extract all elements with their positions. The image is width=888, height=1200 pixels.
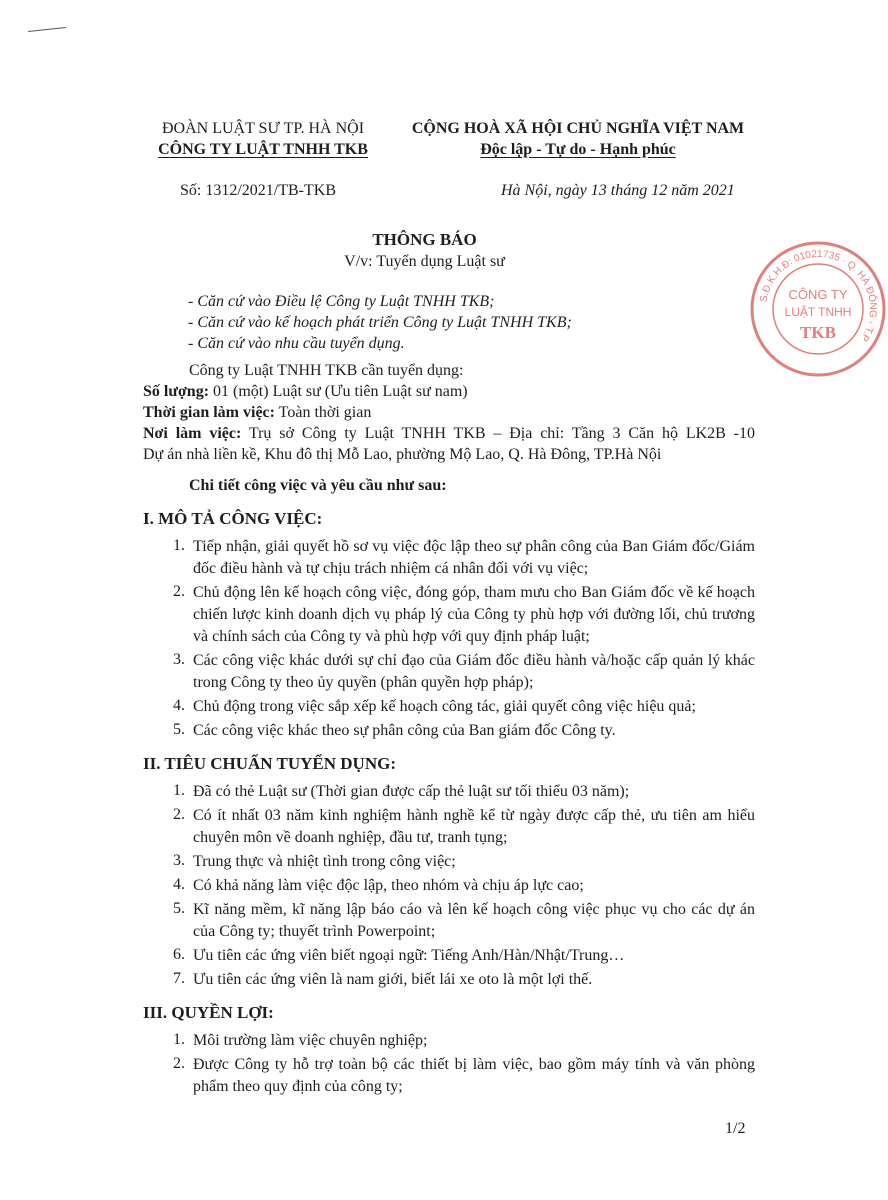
list-item: 7. Ưu tiên các ứng viên là nam giới, biết lái xe oto là một lợi thế. (173, 970, 593, 988)
benefits-list (143, 1030, 755, 1098)
company-name: CÔNG TY LUẬT TNHH TKB (158, 140, 368, 158)
list-item: 3. Các công việc khác dưới sự chỉ đạo của Giám đốc điều hành và/hoặc cấp quản lý khác trong Công ty theo ủy quyền (phân quyền hợp pháp); (173, 651, 755, 691)
document-number: Số: 1312/2021/TB-TKB (180, 182, 337, 199)
stamp-line-1: CÔNG TY (788, 287, 848, 302)
list-item: 6. Ưu tiên các ứng viên biết ngoại ngữ: Tiếng Anh/Hàn/Nhật/Trung… (173, 946, 625, 964)
bar-association-name: ĐOÀN LUẬT SƯ TP. HÀ NỘI (161, 120, 365, 137)
working-time-row (143, 403, 755, 424)
working-time-label: Thời gian làm việc: (143, 404, 275, 421)
basis-item: - Căn cứ vào nhu cầu tuyển dụng. (188, 335, 405, 352)
organization-header (148, 119, 378, 161)
list-item: 2. Chủ động lên kế hoạch công việc, đóng góp, tham mưu cho Ban Giám đốc về kế hoạch chiến lược kinh doanh dịch vụ pháp lý của Công ty phù hợp với đường lối, chủ trương và chính sách của Công ty và phù hợp với quy định pháp luật; (173, 583, 755, 645)
page-subtitle: V/v: Tuyển dụng Luật sư (344, 253, 505, 270)
scan-mark (28, 27, 66, 32)
section-heading-requirements: II. TIÊU CHUẨN TUYỂN DỤNG: (143, 754, 396, 773)
basis-item: - Căn cứ vào kế hoạch phát triển Công ty Luật TNHH TKB; (188, 314, 572, 331)
details-heading: Chi tiết công việc và yêu cầu như sau: (189, 477, 447, 494)
list-item: 5. Kĩ năng mềm, kĩ năng lập báo cáo và lên kế hoạch công việc phục vụ cho các dự án của Công ty; thuyết trình Powerpoint; (173, 900, 755, 940)
workplace-label: Nơi làm việc: (143, 425, 242, 442)
national-title: CỘNG HOÀ XÃ HỘI CHỦ NGHĨA VIỆT NAM (411, 120, 745, 137)
quantity-value: 01 (một) Luật sư (Ưu tiên Luật sư nam) (209, 383, 468, 400)
section-heading-benefits: III. QUYỀN LỢI: (143, 1003, 274, 1022)
list-item: 3. Trung thực và nhiệt tình trong công việc; (173, 852, 456, 870)
stamp-line-3: TKB (800, 323, 836, 342)
document-body (143, 292, 755, 1100)
section-heading-job-description: I. MÔ TẢ CÔNG VIỆC: (143, 509, 323, 528)
list-item: 1. Môi trường làm việc chuyên nghiệp; (173, 1031, 428, 1049)
page-number: 1/2 (725, 1120, 746, 1137)
list-item: 2. Được Công ty hỗ trợ toàn bộ các thiết bị làm việc, bao gồm máy tính và văn phòng phẩm theo quy định của công ty; (173, 1055, 755, 1095)
intro-text: Công ty Luật TNHH TKB cần tuyển dụng: (189, 362, 464, 379)
list-item: 1. Tiếp nhận, giải quyết hồ sơ vụ việc độc lập theo sự phân công của Ban Giám đốc/Giám đốc điều hành và tự chịu trách nhiệm cá nhân đối với vụ việc; (173, 537, 755, 577)
workplace-address-line: Dự án nhà liền kề, Khu đô thị Mỗ Lao, phường Mộ Lao, Q. Hà Đông, TP.Hà Nội (143, 446, 662, 463)
requirements-list (143, 781, 755, 991)
basis-item: - Căn cứ vào Điều lệ Công ty Luật TNHH TKB; (188, 293, 495, 310)
job-description-list (143, 536, 755, 742)
list-item: 2. Có ít nhất 03 năm kinh nghiệm hành nghề kể từ ngày được cấp thẻ, ưu tiên am hiểu chuyên môn về doanh nghiệp, đầu tư, tranh tụng; (173, 806, 755, 846)
company-seal-stamp (748, 239, 888, 379)
working-time-value: Toàn thời gian (274, 404, 372, 421)
quantity-row (143, 382, 755, 403)
workplace-value: Trụ sở Công ty Luật TNHH TKB – Địa chỉ: Tầng 3 Căn hộ LK2B -10 (241, 425, 756, 442)
quantity-label: Số lượng: (143, 383, 210, 400)
list-item: 5. Các công việc khác theo sự phân công của Ban giám đốc Công ty. (173, 721, 616, 739)
list-item: 4. Có khả năng làm việc độc lập, theo nhóm và chịu áp lực cao; (173, 876, 584, 894)
list-item: 1. Đã có thẻ Luật sư (Thời gian được cấp thẻ luật sư tối thiểu 03 năm); (173, 782, 630, 800)
stamp-ring-text: S.Đ.K.H.Đ: 01021735 · Q. HÀ ĐÔNG - T.P (758, 248, 879, 344)
stamp-line-2: LUẬT TNHH (784, 305, 852, 319)
list-item: 4. Chủ động trong việc sắp xếp kế hoạch công tác, giải quyết công việc hiệu quả; (173, 697, 696, 715)
national-motto: Độc lập - Tự do - Hạnh phúc (480, 140, 676, 158)
page-title: THÔNG BÁO (372, 230, 477, 249)
document-date: Hà Nội, ngày 13 tháng 12 năm 2021 (501, 182, 735, 199)
workplace-row (143, 424, 755, 445)
legal-basis (188, 292, 755, 355)
national-header (388, 119, 768, 161)
